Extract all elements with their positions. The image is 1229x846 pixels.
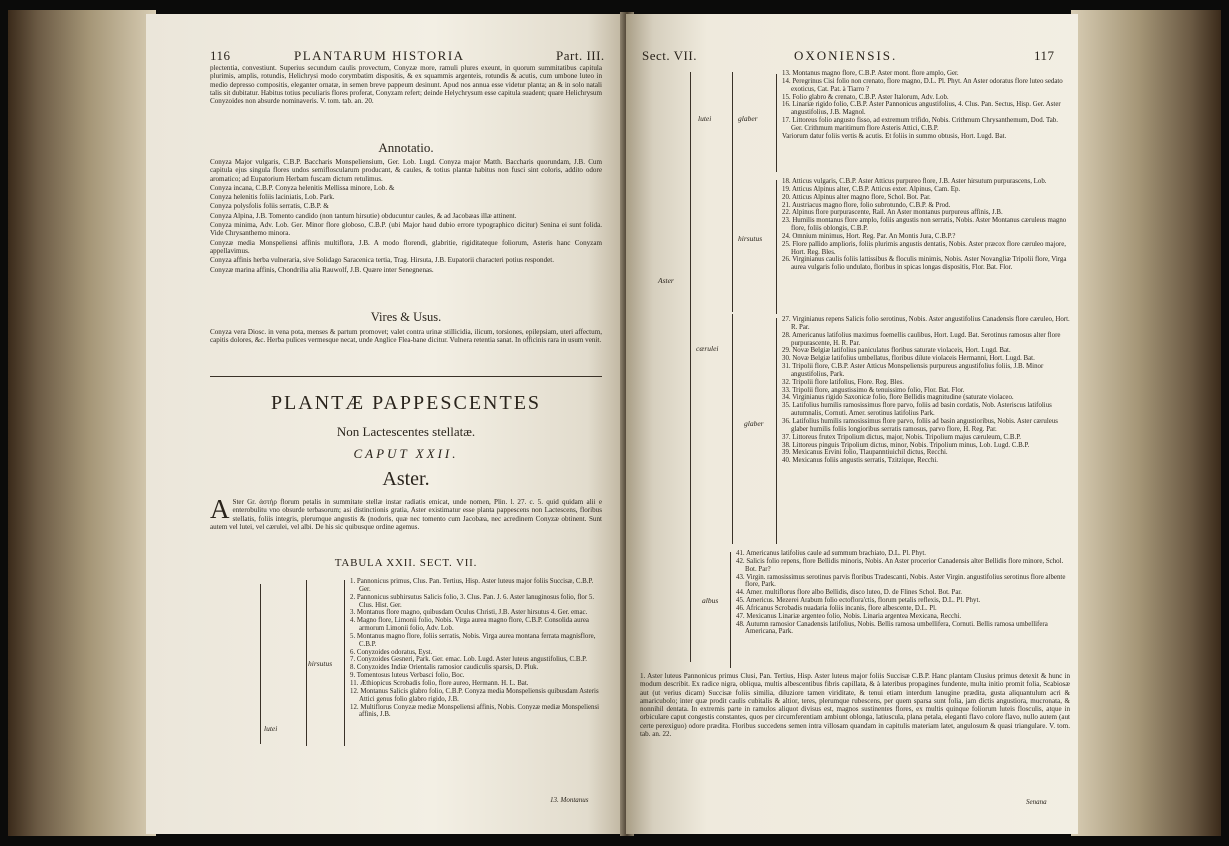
class-title: PLANTÆ PAPPESCENTES: [270, 392, 542, 414]
left-running-title: PLANTARUM HISTORIA: [294, 48, 465, 63]
tabula-entries: [350, 578, 602, 719]
aster-entry: 41. Americanus latifolius caule ad summum brachiato, D.L. Pl. Phyt.: [736, 550, 927, 557]
group2-entries: [782, 178, 1070, 272]
drop-cap: A: [210, 494, 230, 524]
vires-heading: Vires & Usus.: [370, 310, 442, 324]
label-caerulei: cærulei: [696, 344, 719, 353]
aster-entry: 27. Virginianus repens Salicis folio serotinus, Nobis. Aster angustifolius Canadensis flore cæruleo, Hort. R. Par.: [782, 316, 1070, 331]
lutei-bracket: [732, 72, 733, 312]
open-book: [8, 4, 1221, 842]
tabula-entry: 11. Æthiopicus Scrobadis folio, flore aureo, Hermann. H. L. Bat.: [350, 679, 529, 687]
aster-entry: 34. Virginianus rigido Saxonicæ folio, flore Bellidis magnitudine (saturate violaceo.: [782, 394, 1014, 402]
annotatio-item: Conyza polysfolis foliis serratis, C.B.P. &: [210, 202, 329, 211]
annotatio-item: Conyzæ media Monspeliensi affinis multiflora, J.B. A modo florendi, glabritie, rigiditateque foliorum, Asteris hanc Conyzam appellavimus.: [210, 238, 602, 255]
tabula-entry: 5. Montanus magno flore, foliis serratis, Nobis. Virga aurea montana ferrata magnisflore, C.B.P.: [350, 632, 596, 648]
aster-bracket: [690, 72, 691, 662]
label-lutei: lutei: [264, 724, 278, 733]
section-rule: [210, 376, 602, 377]
aster-entry: 47. Mexicanus Linariæ argenteo folio, Nobis. Linaria argentea Mexicana, Recchi.: [736, 612, 962, 620]
aster-entry: 44. Amer. multiflorus flore albo Bellidis, disco luteo, D. de Flines Schol. Bot. Par.: [736, 589, 963, 597]
annotatio-item: Conyza affinis herba vulneraria, sive Solidago Saracenica tertia, Trag. Hirsuta, J.B. Eupatorii characteri potius respondet.: [210, 256, 555, 265]
right-page: [626, 14, 1078, 834]
label-glaber: glaber: [738, 114, 758, 123]
group2-bracket: [776, 180, 777, 314]
aster-entry: 19. Atticus Alpinus alter, C.B.P. Atticus exter. Alpinus, Cam. Ep.: [782, 185, 961, 193]
aster-entry: Variorum datur foliis vertis & acutis. Et foliis in summo obtusis, Hort. Lugd. Bat.: [782, 132, 1007, 140]
aster-entry: 24. Omnium minimus, Hort. Reg. Par. An Montis Jura, C.B.P.?: [782, 232, 956, 240]
caput-heading: CAPUT XXII.: [353, 446, 459, 461]
tabula-entry: 1. Pannonicus primus, Clus. Pan. Tertius, Hisp. Aster luteus major foliis Succisæ, C.B.P. Ger.: [350, 578, 594, 593]
genus-description: [210, 494, 602, 531]
left-page-number: 116: [210, 48, 231, 63]
label-hirsutus-right: hirsutus: [738, 234, 763, 243]
aster-entry: 37. Littoreus frutex Tripolium dictus, major, Nobis. Tripolium majus cæruleum, C.B.P.: [782, 433, 1021, 441]
intro-paragraph: plectentia, convestiunt. Superius secundum caulis provectum, Conyzæ more, ramuli plures exeunt, in quorum summitatibus capitula plurimis, amplis, rotundis, Helichrysi modo corymbatim dispositis, & ex squammis argenteis, rotundis & acutis, cum umbone luteo in medio depresso compositis, eleganter ornatæ, in semen breve pappeum desinunt. Apud nos annua esse videtur planta; an & in solo natali talis sit dubitatur. Habitus totius peculiaris flores proferat, Conyzam refert; deinde Helychrysum esse capitula suadent; quare Helichrysum Conyzoides non absurde nominaveris. V. tom. tab. an. 20.: [210, 64, 602, 106]
aster-entry: 48. Autumn ramosior Canadensis latifolius, Nobis. Bellis ramosa umbellifera, Cornuti. Bellis ramosa umbellifera Americana, Park.: [736, 620, 1048, 636]
label-albus: albus: [702, 596, 719, 605]
description-paragraph: 1. Aster luteus Pannonicus primus Clusi, Pan. Tertius, Hisp. Aster luteus major foliis Succisæ C.B.P. Hanc plantam Clusius primus detexit & hunc in modum describit. Ex radice nigra, obliqua, multis albescentibus fibris capillata, & à lateribus propagines fundente, multa initio promit folia, Scabiosæ aut (ut verius dicam) Succisæ foliis similia, diluziore tamen viriditate, & tenui etiam interdum lanugine prædita, gusta aliquantulum acri & amaricubolo; inter quæ prodit caulis cubitalis & altior, teres, plerumque rubescens, per quem sparsa sunt folia, jam dictis angustiora, mucronata, & nonnihil dentata. In extremis parte in ramulos aliquot divisus est, magnos sustinentes flores, ex multis quinque foliorum luteis flosculis, atque in orbiculare caput congestis constantes, quos per circumferentiam ambiunt oblonga, latiuscula, plana petala, eleganti flavo colore flavo, nullo autem (aut certe perexiguo) odore prædita. Floribus succedens semen intra villosam quandam in capitulis materiam latet, angulosum & quasi triangulare. V. tom. tab. an. 22.: [640, 672, 1070, 739]
caerulei-bracket: [732, 314, 733, 544]
group3-entries: [782, 316, 1070, 465]
tabula-entry: 2. Pannonicus subhirsutus Salicis folio, 3. Clus. Pan. J. 6. Aster lanuginosus folio, flor 5. Clus. Hist. Ger.: [350, 593, 595, 609]
aster-entry: 40. Mexicanus foliis angustis serratis, Tzitzique, Recchi.: [782, 457, 939, 465]
label-lutei-right: lutei: [698, 114, 712, 123]
aster-entry: 21. Austriacus magno flore, folio subrotundo, C.B.P. & Prod.: [782, 201, 951, 209]
class-subtitle: Non Lactescentes stellatæ.: [336, 424, 476, 439]
right-sect: Sect. VII.: [642, 48, 697, 63]
left-inner-bracket: [306, 580, 307, 746]
annotatio-list: [210, 158, 602, 275]
aster-entry: 35. Latifolius humilis ramosissimus flore parvo, foliis ad basin cordatis, Nob. Asteriscus latifolius autumnalis, Cornuti. Amer. serotinus latifolius Park.: [782, 402, 1052, 418]
tabula-entry: 12. Multiflorus Conyzæ mediæ Monspeliensi affinis, Nobis. Conyzæ mediæ Monspeliensi affinis, J.B.: [350, 703, 600, 719]
aster-entry: 45. Americus. Mezerei Arabum folio ectoflora'ctis, florum petalis reflexis, D.L. Pl. Phyt.: [736, 597, 981, 605]
aster-entry: 14. Peregrinus Cisi folio non crenato, flore magno, D.L. Pl. Phyt. An Aster odoratus flore luteo sedato exoticus, Cat. Pat. à Tiarro ?: [782, 77, 1063, 93]
aster-entry: 30. Novæ Belgiæ latifolius umbellatus, floribus dilute violaceis Hermanni, Hort. Lugd. Bat.: [782, 355, 1035, 363]
tabula-entry: 6. Conyzoides odoratus, Eyst.: [350, 648, 433, 656]
annotatio-heading: Annotatio.: [378, 140, 434, 155]
aster-entry: 46. Africanus Scrobadis nuadaria foliis incanis, flore albescente, D.L. Pl.: [736, 604, 937, 612]
aster-entry: 20. Atticus Alpinus alter magno flore, Schol. Bot. Par.: [782, 193, 931, 201]
aster-entry: 16. Linariæ rigido folio, C.B.P. Aster Pannonicus angustifolius, 4. Clus. Pan. Sectus, Hisp. Ger. Aster angustifolius, J.B. Magnol.: [782, 101, 1061, 117]
aster-entry: 42. Salicis folio repens, flore Bellidis minoris, Nobis. An Aster procerior Canadensis alter Bellidis flore minore, Schol. Bot. Par?: [736, 557, 1064, 573]
left-page: [146, 14, 626, 834]
right-running-title: OXONIENSIS.: [794, 48, 898, 63]
aster-entry: 29. Novæ Belgiæ latifolius paniculatus floribus saturate violaceis, Hort. Lugd. Bat.: [782, 347, 1011, 355]
aster-entry: 33. Tripolii flore, angustissimo & tenuissimo folio, Flor. Bat. Flor.: [782, 386, 965, 394]
aster-entry: 32. Tripolii flore latifolius, Flore. Reg. Bles.: [782, 378, 904, 386]
left-page-edges: [8, 10, 156, 836]
aster-entry: 43. Virgin. ramosissimus serotinus parvis floribus Tradescanti, Nobis. Aster Virgin. angustifolius serotinus flore albente flore, Park.: [736, 573, 1066, 589]
aster-entry: 38. Littoreus pinguis Tripolium dictus, minor, Nobis. Tripolium minus, Lob. Lugd. C.B.P.: [782, 441, 1030, 449]
annotatio-item: Conyza Alpina, J.B. Tomento candido (non tantum hirsutie) obducuntur caules, & ad Jacobæas illæ attinent.: [210, 211, 517, 220]
aster-entry: 28. Americanus latifolius maximus foemellis caulibus, Hort. Lugd. Bat. Serotinus ramosus alter flore purpurascente, H. R. Par.: [782, 331, 1061, 347]
group1-entries: [782, 70, 1070, 141]
annotatio-item: Conyza Major vulgaris, C.B.P. Baccharis Monspeliensium, Ger. Lob. Lugd. Conyza major Matth. Baccharis quorundam, J.B. Cum capitula ejus singula flores undos semifloscularum producant, & caules, & totius plantæ habitus non fusci sint coloris, addito odore aromatico; ad Eupatorium Herbam fuscam dictum retulimus.: [210, 158, 602, 183]
right-page-edges: [1071, 10, 1221, 836]
left-outer-bracket: [260, 584, 261, 744]
label-aster: Aster: [658, 276, 674, 285]
aster-entry: 18. Atticus vulgaris, C.B.P. Aster Atticus purpureo flore, J.B. Aster hirsutum purpurascens, Lob.: [782, 178, 1047, 185]
left-list-bracket: [344, 580, 345, 746]
tabula-entry: 9. Tomentosus luteus Verbasci folio, Boc.: [350, 672, 465, 680]
vires-paragraph: Conyza vera Diosc. in vena pota, menses & partum promovet; valet contra urinæ stillicidia, ilicum, torsiones, epilepsiam, uteri affectum, capitis dolores, &c. Herba pulices vermesque necat, unde Anglice Flea-bane dicitur. Vulnera retentia sanat. In officinis rara in usum venit.: [210, 328, 602, 345]
aster-entry: 23. Humilis montanus flore amplo, foliis angustis non serratis, Nobis. Aster Montanus cæruleus magno flore, foliis oblongis, C.B.P.: [782, 217, 1067, 233]
genus-text: Ster Gr. ἀστήρ florum petalis in summitate stellæ instar radiatis emicat, unde nomen, Plin. l. 27. c. 5. quid quidam alii e enterobulitu vno obsurde terbasorum; asi distinctionis gratia, Aster existimatur esse planta pappescens non Lactescens, floribus stellatis, foliis integris, plerumque angustis & (nodoris, quæ nec tomento cum Jacobæa, nec acredinem Conyzæ obtinent. Sunt autem vel lutei, vel cærulei, vel albi. De his sic quibusque ordine agemus.: [210, 498, 602, 531]
tabula-title: TABULA XXII. SECT. VII.: [334, 557, 478, 569]
tabula-entry: 8. Conyzoides Indiæ Orientalis ramosior caudiculis sparsis, D. Pluk.: [350, 664, 539, 672]
right-catchword: Senana: [1026, 798, 1047, 806]
group1-bracket: [776, 74, 777, 172]
tabula-entry: 4. Magno flore, Limonii folio, Nobis. Virga aurea magno flore, C.B.P. Consolida aurea armorum Limonii folio, Adv. Lob.: [350, 617, 589, 633]
annotatio-item: Conyzæ marina affinis, Chondrilia alia Rauwolf, J.B. Quære inter Senegnenas.: [210, 265, 434, 274]
group4-bracket: [730, 552, 731, 668]
group4-entries: [736, 550, 1070, 636]
aster-entry: 39. Mexicanus Ervini folio, Tlaupanntiuichil dictus, Recchi.: [782, 449, 948, 457]
tabula-entry: 12. Montanus Salicis glabro folio, C.B.P. Conyza media Monspeliensis quibusdam Asteris Attici genus folio glabro rigido, J.B.: [350, 687, 599, 703]
annotatio-item: Conyza incana, C.B.P. Conyza helenitis Mellissa minore, Lob. &: [210, 183, 395, 192]
group3-bracket: [776, 318, 777, 544]
aster-entry: 26. Virginianus caulis foliis lattissibus & floculis minimis, Nobis. Aster Novangliæ Tripolii flore, Virga aurea vulgaris folio undulato, floribus in spicas longas dispositis, Flor. Bat. Flor.: [782, 256, 1067, 272]
left-catchword: 13. Montanus: [550, 796, 589, 804]
tabula-entry: 3. Montanus flore magno, quibusdam Oculus Christi, J.B. Aster hirsutus 4. Ger. emac.: [350, 609, 588, 617]
aster-entry: 25. Flore pallido amplioris, foliis plurimis angustis dentatis, Nobis. Aster præcox flore cæruleo majore, Hort. Reg. Bles.: [782, 240, 1067, 256]
aster-entry: 17. Littoreus folio angusto fisso, ad extremum trifido, Nobis. Crithmum Chrysanthemum, Dod. Tab. Ger. Crithmum maritimum flore Asteris Attici, C.B.P.: [782, 117, 1058, 132]
aster-entry: 31. Tripolii flore, C.B.P. Aster Atticus Monspeliensis purpureus angustifolius foliis, J.B. Minor angustifolius, Park.: [782, 363, 1044, 378]
annotatio-item: Conyza helenitis foliis laciniatis, Lob. Park.: [210, 193, 335, 202]
aster-entry: 22. Alpinus flore purpurascente, Rail. An Aster montanus purpureus affinis, J.B.: [782, 209, 1003, 217]
left-part: Part. III.: [556, 48, 605, 63]
right-page-number: 117: [1034, 48, 1055, 63]
tabula-entry: 7. Conyzoides Gesneri, Park. Ger. emac. Lob. Lugd. Aster luteus angustifolius, C.B.P.: [350, 656, 587, 664]
label-glaber-2: glaber: [744, 419, 764, 428]
genus-heading: Aster.: [382, 468, 430, 490]
aster-entry: 15. Folio glabro & crenato, C.B.P. Aster Italorum, Adv. Lob.: [782, 93, 949, 101]
annotatio-item: Conyza minima, Adv. Lob. Ger. Minor flore globoso, C.B.P. (ubi Major haud dubio errore typographico dicitur) Senina ei sunt folida. Vide Chrysanthemo minora.: [210, 221, 602, 238]
label-hirsutus: hirsutus: [308, 659, 333, 668]
aster-entry: 36. Latifolius humilis ramosissimus flore parvo, foliis ad basin angustioribus, Nobis. Aster cæruleus glaber humilis foliis longioribus serratis ramosus, parvo flore, H. Reg. Par.: [782, 417, 1058, 433]
aster-entry: 13. Montanus magno flore, C.B.P. Aster mont. flore amplo, Ger.: [782, 70, 959, 77]
